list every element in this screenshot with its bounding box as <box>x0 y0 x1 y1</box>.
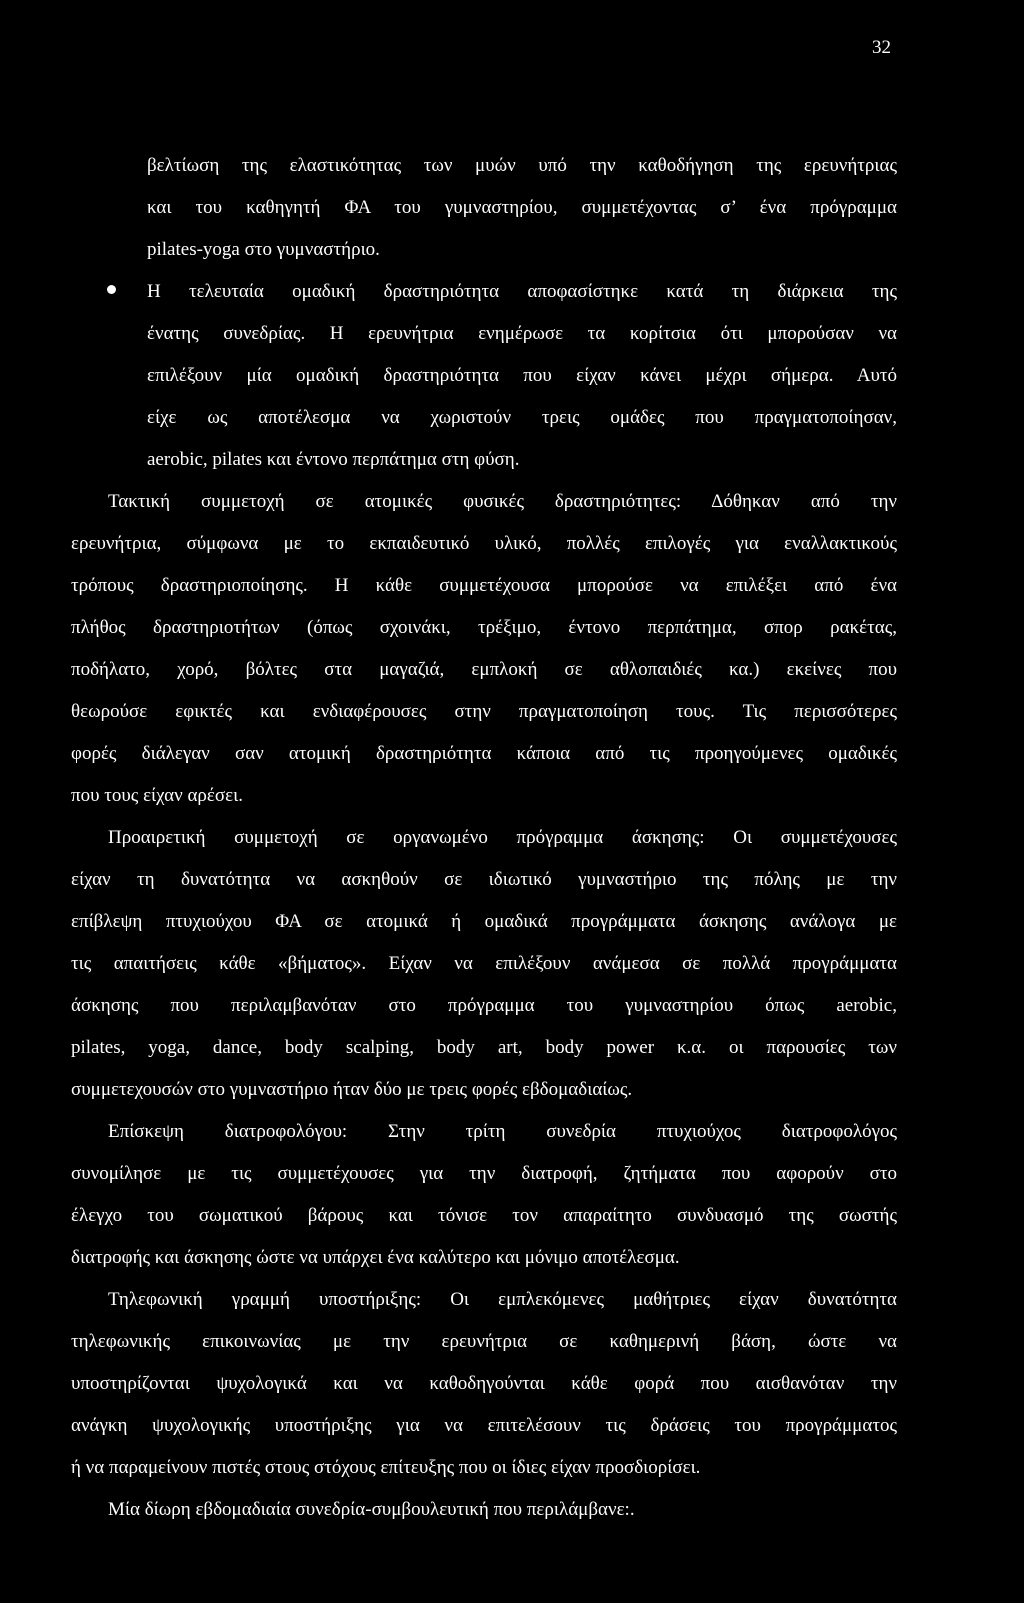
bullet-icon <box>107 285 116 294</box>
text-line-15: φορές διάλεγαν σαν ατομική δραστηριότητα κάποια από τις προηγούμενες ομαδικές <box>71 743 897 764</box>
text-line-5: ένατης συνεδρίας. Η ερευνήτρια ενημέρωσε τα κορίτσια ότι μπορούσαν να <box>147 323 897 344</box>
text-line-12: πλήθος δραστηριοτήτων (όπως σχοινάκι, τρέξιμο, έντονο περπάτημα, σπορ ρακέτας, <box>71 617 897 638</box>
text-line-11: τρόπους δραστηριοποίησης. Η κάθε συμμετέχουσα μπορούσε να επιλέξει από ένα <box>71 575 897 596</box>
text-line-21: άσκησης που περιλαμβανόταν στο πρόγραμμα του γυμναστηρίου όπως aerobic, <box>71 995 897 1016</box>
text-line-20: τις απαιτήσεις κάθε «βήματος». Είχαν να επιλέξουν ανάμεσα σε πολλά προγράμματα <box>71 953 897 974</box>
text-line-16: που τους είχαν αρέσει. <box>71 785 243 806</box>
text-line-29: τηλεφωνικής επικοινωνίας με την ερευνήτρια σε καθημερινή βάση, ώστε να <box>71 1331 897 1352</box>
text-line-30: υποστηρίζονται ψυχολογικά και να καθοδηγούνται κάθε φορά που αισθανόταν την <box>71 1373 897 1394</box>
text-line-4: Η τελευταία ομαδική δραστηριότητα αποφασίστηκε κατά τη διάρκεια της <box>147 281 897 302</box>
text-line-14: θεωρούσε εφικτές και ενδιαφέρουσες στην πραγματοποίηση τους. Τις περισσότερες <box>71 701 897 722</box>
page-number: 32 <box>872 37 891 58</box>
text-line-6: επιλέξουν μία ομαδική δραστηριότητα που είχαν κάνει μέχρι σήμερα. Αυτό <box>147 365 897 386</box>
text-line-13: ποδήλατο, χορό, βόλτες στα μαγαζιά, εμπλοκή σε αθλοπαιδιές κα.) εκείνες που <box>71 659 897 680</box>
text-line-24: Επίσκεψη διατροφολόγου: Στην τρίτη συνεδρία πτυχιούχος διατροφολόγος <box>108 1121 897 1142</box>
text-line-17: Προαιρετική συμμετοχή σε οργανωμένο πρόγραμμα άσκησης: Οι συμμετέχουσες <box>108 827 897 848</box>
text-line-9: Τακτική συμμετοχή σε ατομικές φυσικές δραστηριότητες: Δόθηκαν από την <box>108 491 897 512</box>
text-line-33: Μία δίωρη εβδομαδιαία συνεδρία-συμβουλευτική που περιλάμβανε:. <box>108 1499 635 1520</box>
text-line-1: βελτίωση της ελαστικότητας των μυών υπό την καθοδήγηση της ερευνήτριας <box>147 155 897 176</box>
text-line-10: ερευνήτρια, σύμφωνα με το εκπαιδευτικό υλικό, πολλές επιλογές για εναλλακτικούς <box>71 533 897 554</box>
text-line-3: pilates-yoga στο γυμναστήριο. <box>147 239 380 260</box>
text-line-18: είχαν τη δυνατότητα να ασκηθούν σε ιδιωτικό γυμναστήριο της πόλης με την <box>71 869 897 890</box>
text-line-27: διατροφής και άσκησης ώστε να υπάρχει ένα καλύτερο και μόνιμο αποτέλεσμα. <box>71 1247 680 1268</box>
text-line-7: είχε ως αποτέλεσμα να χωριστούν τρεις ομάδες που πραγματοποίησαν, <box>147 407 897 428</box>
text-line-25: συνομίλησε με τις συμμετέχουσες για την διατροφή, ζητήματα που αφορούν στο <box>71 1163 897 1184</box>
text-line-8: aerobic, pilates και έντονο περπάτημα στη φύση. <box>147 449 520 470</box>
text-line-26: έλεγχο του σωματικού βάρους και τόνισε τον απαραίτητο συνδυασμό της σωστής <box>71 1205 897 1226</box>
text-line-19: επίβλεψη πτυχιούχου ΦΑ σε ατομικά ή ομαδικά προγράμματα άσκησης ανάλογα με <box>71 911 897 932</box>
text-line-31: ανάγκη ψυχολογικής υποστήριξης για να επιτελέσουν τις δράσεις του προγράμματος <box>71 1415 897 1436</box>
text-line-32: ή να παραμείνουν πιστές στους στόχους επίτευξης που οι ίδιες είχαν προσδιορίσει. <box>71 1457 701 1478</box>
text-line-28: Τηλεφωνική γραμμή υποστήριξης: Οι εμπλεκόμενες μαθήτριες είχαν δυνατότητα <box>108 1289 897 1310</box>
text-line-2: και του καθηγητή ΦΑ του γυμναστηρίου, συμμετέχοντας σ’ ένα πρόγραμμα <box>147 197 897 218</box>
text-line-22: pilates, yoga, dance, body scalping, body art, body power κ.α. οι παρουσίες των <box>71 1037 897 1058</box>
text-line-23: συμμετεχουσών στο γυμναστήριο ήταν δύο με τρεις φορές εβδομαδιαίως. <box>71 1079 633 1100</box>
